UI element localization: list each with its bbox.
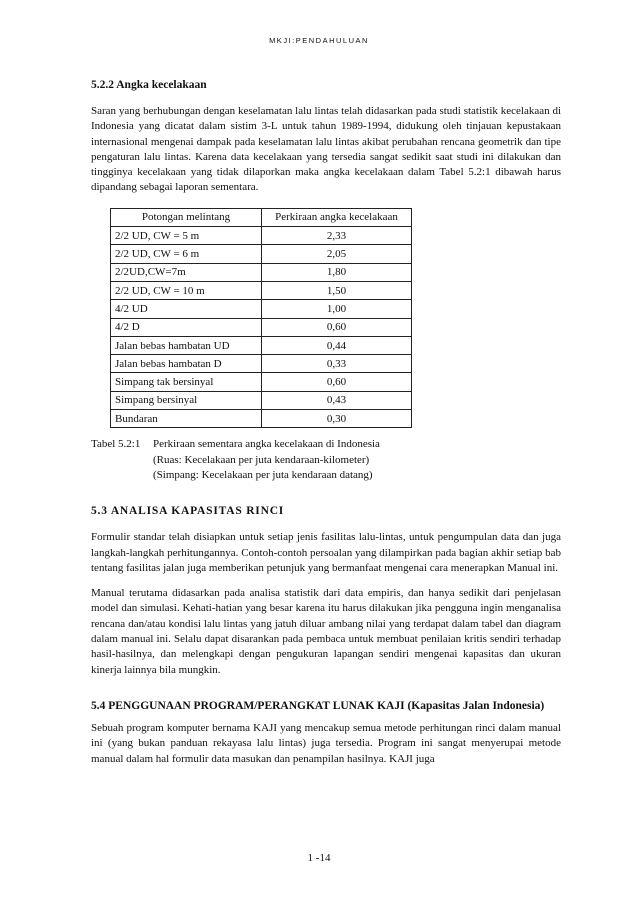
caption-line: (Ruas: Kecelakaan per juta kendaraan-kilometer) (153, 453, 370, 466)
table-row (111, 355, 412, 373)
paragraph-kaji-program: Sebuah program komputer bernama KAJI yang mencakup semua metode perhitungan rinci dalam manual ini (yang bukan panduan rekayasa lalu lintas) juga tersedia. Program ini sangat menyerupai metode manual dalam hal formulir data masukan dan penampilan hasilnya. KAJI juga (91, 721, 561, 765)
cross-section-cell: Jalan bebas hambatan D (111, 355, 262, 373)
cross-section-cell: 4/2 D (111, 318, 262, 336)
table-row (111, 227, 412, 245)
column-header-cross-section: Potongan melintang (111, 208, 262, 226)
accident-rate-cell: 1,00 (262, 300, 412, 318)
page-content (91, 78, 561, 767)
caption-label: Tabel 5.2:1 (91, 438, 141, 451)
table-row (111, 300, 412, 318)
cross-section-cell: Jalan bebas hambatan UD (111, 336, 262, 354)
accident-rate-cell: 0,44 (262, 336, 412, 354)
section-5-3 (91, 504, 561, 678)
running-header: MKJI:PENDAHULUAN (269, 36, 369, 45)
accident-rate-cell: 2,33 (262, 227, 412, 245)
accident-rate-cell: 1,50 (262, 281, 412, 299)
cross-section-cell: Bundaran (111, 410, 262, 428)
table-row (111, 391, 412, 409)
section-heading-5-2-2: 5.2.2 Angka kecelakaan (91, 79, 207, 91)
accident-rate-cell: 0,60 (262, 318, 412, 336)
cross-section-cell: Simpang bersinyal (111, 391, 262, 409)
paragraph-accident-rates: Saran yang berhubungan dengan keselamatan lalu lintas telah didasarkan pada studi statistik kecelakaan di Indonesia yang dicatat dalam sistim 3-L untuk tahun 1989-1994, didukung oleh tinjauan kepustakaan internasional mengenai dampak pada keselamatan lalu lintas akibat perubahan rencana geometrik dan tipe pengaturan lalu lintas. Karena data kecelakaan yang tersedia sangat sedikit saat studi ini dilakukan dan tingginya kecelakaan yang tidak dilaporkan maka angka kecelakaan dalam Tabel 5.2:1 dibawah harus dipandang sebagai laporan sementara. (91, 105, 561, 194)
paragraph-manual-basis: Manual terutama didasarkan pada analisa statistik dari data empiris, dan hanya sedikit dari penjelasan model dan simulasi. Kehati-hatian yang besar karena itu harus dilakukan jika pengguna ingin menganalisa rencana dan/atau kondisi lalu lintas yang jatuh diluar ambang nilai yang terdapat dalam tabel dan diagram dalam manual ini. Selalu dapat disarankan pada pembaca untuk membuat penilaian kritis sendiri terhadap hasil-hasilnya, dan melengkapi dengan pengukuran lapangan sendiri mengenai kapasitas dan ukuran kinerja lainnya bila mungkin. (91, 587, 561, 676)
accident-rate-cell: 0,30 (262, 410, 412, 428)
cross-section-cell: 4/2 UD (111, 300, 262, 318)
accident-rate-cell: 2,05 (262, 245, 412, 263)
accident-rate-cell: 0,43 (262, 391, 412, 409)
accident-rate-cell: 0,60 (262, 373, 412, 391)
caption-line: (Simpang: Kecelakaan per juta kendaraan datang) (153, 468, 373, 481)
cross-section-cell: 2/2 UD, CW = 6 m (111, 245, 262, 263)
table-header-row (111, 208, 412, 226)
section-5-4 (91, 698, 561, 767)
cross-section-cell: 2/2 UD, CW = 5 m (111, 227, 262, 245)
accident-rate-table (110, 208, 412, 429)
table-row (111, 318, 412, 336)
table-caption (91, 437, 561, 483)
cross-section-cell: 2/2 UD, CW = 10 m (111, 281, 262, 299)
caption-line: Perkiraan sementara angka kecelakaan di Indonesia (153, 438, 380, 451)
accident-rate-cell: 0,33 (262, 355, 412, 373)
accident-rate-cell: 1,80 (262, 263, 412, 281)
cross-section-cell: Simpang tak bersinyal (111, 373, 262, 391)
table-row (111, 373, 412, 391)
table-row (111, 281, 412, 299)
paragraph-standard-forms: Formulir standar telah disiapkan untuk setiap jenis fasilitas lalu-lintas, untuk pengumpulan data dan juga langkah-langkah perhitungannya. Contoh-contoh persoalan yang dilampirkan pada bagian akhir setiap bab tentang fasilitas jalan juga memberikan petunjuk yang bermanfaat mengenai cara menerapkan Manual ini. (91, 531, 561, 574)
cross-section-cell: 2/2UD,CW=7m (111, 263, 262, 281)
column-header-accident-rate: Perkiraan angka kecelakaan (262, 208, 412, 226)
table-row (111, 245, 412, 263)
table-row (111, 263, 412, 281)
section-heading-5-4: 5.4 PENGGUNAAN PROGRAM/PERANGKAT LUNAK KAJI (Kapasitas Jalan Indonesia) (91, 699, 545, 712)
table-row (111, 410, 412, 428)
page-number: 1 -14 (307, 852, 331, 864)
section-5-2-2 (91, 78, 561, 196)
section-heading-5-3: 5.3 ANALISA KAPASITAS RINCI (91, 505, 285, 518)
table-row (111, 336, 412, 354)
